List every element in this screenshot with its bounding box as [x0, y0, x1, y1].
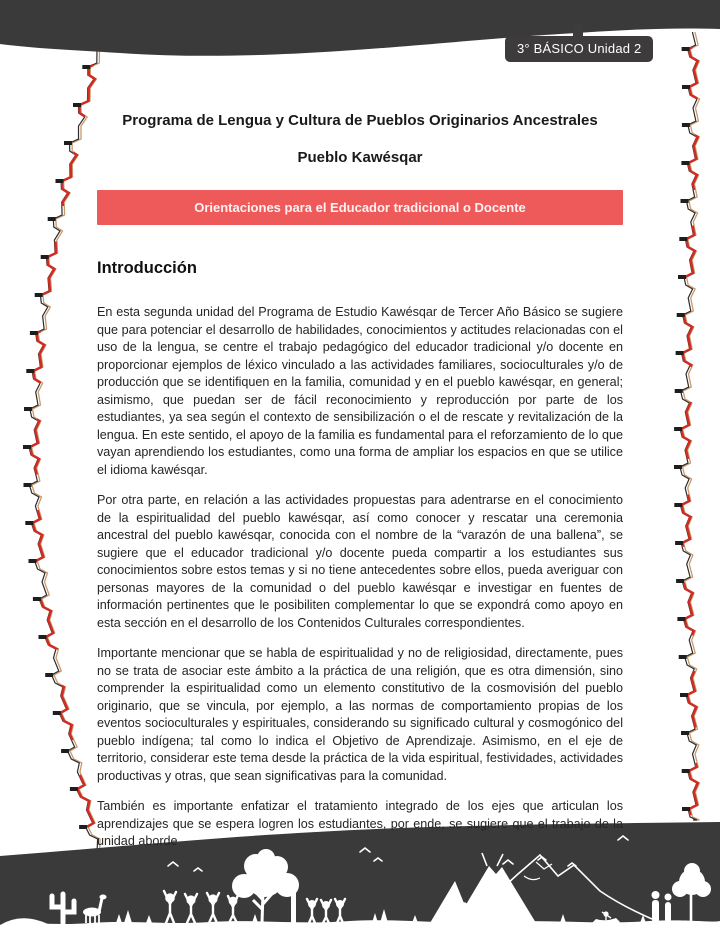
paragraph-2: Por otra parte, en relación a las actividades propuestas para adentrarse en el conocimiento de la espiritualidad del pueblo kawésqar, así como conocer y rescatar una ceremonia ancestral del pueblo kawésqar, conocida con el nombre de la “varazón de una ballena”, se sugiere que el educador tradicional y/o docente pueda compartir a los estudiantes sus conocimientos sobre estos temas y si no tiene antecedentes sobre ellos, pueda averiguar con personas mayores de la comunidad o del pueblo kawésqar e investigar en fuentes de información pertinentes que le posibiliten complementar lo que se expondrá como apoyo en esta sección en el desarrollo de los Contenidos Culturales correspondientes. — [97, 493, 623, 630]
paragraph-4: También es importante enfatizar el tratamiento integrado de los ejes que articulan los aprendizajes que se espera logren los estudiantes, por ende, se sugiere que el trabajo de la unidad aborde — [97, 799, 623, 848]
section-heading-introduccion: Introducción — [97, 259, 197, 277]
program-title: Programa de Lengua y Cultura de Pueblos Originarios Ancestrales — [122, 112, 598, 129]
paragraph-1: En esta segunda unidad del Programa de Estudio Kawésqar de Tercer Año Básico se sugiere que para potenciar el desarrollo de habilidades, conocimientos y actitudes relacionadas con el uso de la lengua, se centre el trabajo pedagógico del educador tradicional y/o docente en proporcionar ejemplos de léxico vinculado a las actividades familiares, socioculturales y/o de producción que se identifiquen en la familia, comunidad y en el pueblo kawésqar, en general; asimismo, que puedan ser de fácil reconocimiento y reproducción por parte de los estudiantes, ya sea según el contexto de sensibilización o el de rescate y revitalización de la lengua. En este sentido, el apoyo de la familia es fundamental para el reforzamiento de lo que vayan aprendiendo los estudiantes, como una forma de ampliar los espacios en que se utilice el idioma kawésqar. — [97, 305, 623, 477]
zigzag-border-left — [23, 50, 100, 853]
document-content — [97, 0, 623, 864]
orientation-banner: Orientaciones para el Educador tradicional o Docente — [97, 190, 623, 225]
introduction-text — [97, 304, 623, 851]
pueblo-subtitle: Pueblo Kawésqar — [297, 149, 423, 166]
zigzag-border-right — [674, 32, 700, 820]
grade-unit-badge: 3° BÁSICO Unidad 2 — [505, 36, 653, 62]
paragraph-3: Importante mencionar que se habla de espiritualidad y no de religiosidad, directamente, pues no se trata de asociar este ámbito a la práctica de una religión, que es otra dimensión, sino comprender la espiritualidad como un elemento constitutivo de la cosmovisión del pueblo originario, que se vincula, por ejemplo, a las normas de comportamiento propias de los eventos socioculturales y espirituales, considerando su significado cultural y cosmogónico del pueblo indígena; tal como lo indica el Objetivo de Aprendizaje. Asimismo, en el eje de territorio, considerar este tema desde la práctica de la vida espiritual, festividades, actividades productivas y otras, que sean significativas para la comunidad. — [97, 646, 623, 783]
